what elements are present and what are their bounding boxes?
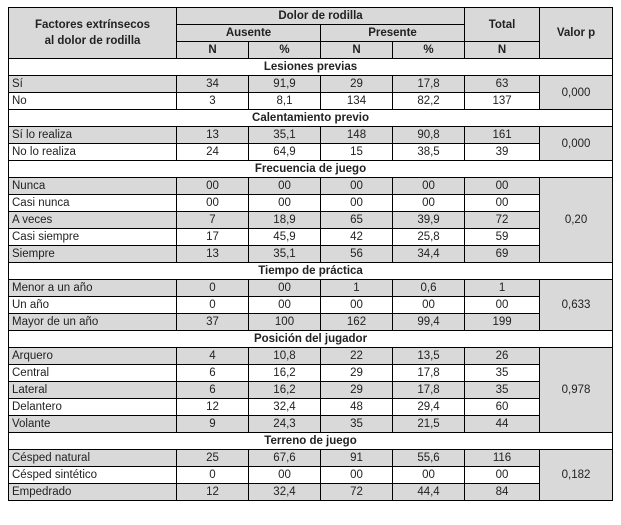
total-cell: 1	[465, 280, 540, 297]
present-pct-cell: 55,6	[393, 450, 465, 467]
present-pct-cell: 38,5	[393, 144, 465, 161]
total-cell: 44	[465, 416, 540, 433]
table-container	[8, 7, 613, 501]
present-pct-cell: 90,8	[393, 127, 465, 144]
present-pct-cell: 17,8	[393, 365, 465, 382]
row-label: No lo realiza	[9, 144, 177, 161]
total-cell: 35	[465, 382, 540, 399]
row-label: Siempre	[9, 246, 177, 263]
absent-n-cell: 13	[177, 246, 249, 263]
absent-pct-cell: 35,1	[249, 246, 321, 263]
table-row	[9, 195, 613, 212]
present-n-cell: 91	[321, 450, 393, 467]
section-header-row	[9, 331, 613, 348]
absent-pct-cell: 00	[249, 467, 321, 484]
absent-pct-cell: 10,8	[249, 348, 321, 365]
table-row	[9, 450, 613, 467]
present-n-cell: 00	[321, 297, 393, 314]
present-pct-cell: 34,4	[393, 246, 465, 263]
knee-pain-factors-table	[8, 7, 613, 501]
present-header: Presente	[321, 25, 465, 42]
row-label: A veces	[9, 212, 177, 229]
table-row	[9, 76, 613, 93]
absent-n-cell: 12	[177, 399, 249, 416]
section-title: Calentamiento previo	[9, 110, 613, 127]
total-cell: 72	[465, 212, 540, 229]
table-body	[9, 59, 613, 501]
absent-pct-cell: 16,2	[249, 365, 321, 382]
total-cell: 39	[465, 144, 540, 161]
p-value-cell: 0,20	[540, 178, 613, 263]
section-header-row	[9, 433, 613, 450]
absent-n-cell: 0	[177, 297, 249, 314]
present-pct-cell: 00	[393, 297, 465, 314]
present-n-cell: 134	[321, 93, 393, 110]
absent-n-cell: 6	[177, 382, 249, 399]
present-pct-cell: 25,8	[393, 229, 465, 246]
total-cell: 26	[465, 348, 540, 365]
section-header-row	[9, 110, 613, 127]
section-title: Tiempo de práctica	[9, 263, 613, 280]
present-pct-cell: 17,8	[393, 382, 465, 399]
total-cell: 161	[465, 127, 540, 144]
table-row	[9, 127, 613, 144]
total-cell: 00	[465, 467, 540, 484]
table-row	[9, 484, 613, 501]
row-label: Empedrado	[9, 484, 177, 501]
absent-pct-cell: 00	[249, 297, 321, 314]
table-row	[9, 297, 613, 314]
table-row	[9, 348, 613, 365]
table-row	[9, 280, 613, 297]
absent-pct-cell: 64,9	[249, 144, 321, 161]
present-n-cell: 42	[321, 229, 393, 246]
absent-pct-cell: 45,9	[249, 229, 321, 246]
absent-pct-cell: 35,1	[249, 127, 321, 144]
absent-n-cell: 0	[177, 280, 249, 297]
total-cell: 137	[465, 93, 540, 110]
row-label: Sí	[9, 76, 177, 93]
p-value-header: Valor p	[540, 8, 613, 59]
absent-n-cell: 13	[177, 127, 249, 144]
total-cell: 60	[465, 399, 540, 416]
row-label: Césped sintético	[9, 467, 177, 484]
total-cell: 35	[465, 365, 540, 382]
table-row	[9, 178, 613, 195]
absent-n-cell: 12	[177, 484, 249, 501]
section-header-row	[9, 59, 613, 76]
present-n-cell: 00	[321, 195, 393, 212]
present-pct-cell: 00	[393, 467, 465, 484]
absent-n-cell: 24	[177, 144, 249, 161]
row-label: Césped natural	[9, 450, 177, 467]
absent-pct-cell: 32,4	[249, 399, 321, 416]
absent-n-cell: 00	[177, 178, 249, 195]
present-n-cell: 22	[321, 348, 393, 365]
p-value-cell: 0,978	[540, 348, 613, 433]
absent-n-header: N	[177, 42, 249, 59]
absent-n-cell: 00	[177, 195, 249, 212]
absent-n-cell: 3	[177, 93, 249, 110]
present-pct-cell: 39,9	[393, 212, 465, 229]
present-n-cell: 65	[321, 212, 393, 229]
table-row	[9, 382, 613, 399]
present-n-cell: 56	[321, 246, 393, 263]
total-cell: 59	[465, 229, 540, 246]
table-row	[9, 212, 613, 229]
section-title: Lesiones previas	[9, 59, 613, 76]
row-label: Central	[9, 365, 177, 382]
present-n-cell: 148	[321, 127, 393, 144]
present-pct-cell: 21,5	[393, 416, 465, 433]
row-label: Nunca	[9, 178, 177, 195]
factors-header-line1: Factores extrínsecos	[34, 19, 151, 31]
total-cell: 00	[465, 297, 540, 314]
present-pct-cell: 00	[393, 178, 465, 195]
absent-n-cell: 6	[177, 365, 249, 382]
table-row	[9, 365, 613, 382]
section-title: Posición del jugador	[9, 331, 613, 348]
section-header-row	[9, 161, 613, 178]
table-row	[9, 399, 613, 416]
total-cell: 84	[465, 484, 540, 501]
absent-n-cell: 34	[177, 76, 249, 93]
present-pct-cell: 29,4	[393, 399, 465, 416]
absent-n-cell: 25	[177, 450, 249, 467]
row-label: Casi nunca	[9, 195, 177, 212]
absent-n-cell: 37	[177, 314, 249, 331]
row-label: Mayor de un año	[9, 314, 177, 331]
table-row	[9, 314, 613, 331]
row-label: No	[9, 93, 177, 110]
present-n-header: N	[321, 42, 393, 59]
absent-pct-cell: 67,6	[249, 450, 321, 467]
absent-pct-cell: 00	[249, 280, 321, 297]
row-label: Sí lo realiza	[9, 127, 177, 144]
total-cell: 63	[465, 76, 540, 93]
total-header: Total	[465, 8, 540, 42]
absent-n-cell: 7	[177, 212, 249, 229]
present-pct-cell: 99,4	[393, 314, 465, 331]
absent-pct-cell: 32,4	[249, 484, 321, 501]
present-n-cell: 72	[321, 484, 393, 501]
section-header-row	[9, 263, 613, 280]
total-cell: 00	[465, 178, 540, 195]
present-n-cell: 00	[321, 178, 393, 195]
present-n-cell: 15	[321, 144, 393, 161]
table-row	[9, 467, 613, 484]
table-row	[9, 246, 613, 263]
present-n-cell: 48	[321, 399, 393, 416]
present-n-cell: 29	[321, 365, 393, 382]
section-title: Terreno de juego	[9, 433, 613, 450]
absent-n-cell: 0	[177, 467, 249, 484]
total-cell: 69	[465, 246, 540, 263]
absent-pct-cell: 91,9	[249, 76, 321, 93]
present-n-cell: 35	[321, 416, 393, 433]
factors-header-line2: al dolor de rodilla	[44, 35, 141, 47]
absent-pct-cell: 18,9	[249, 212, 321, 229]
absent-header: Ausente	[177, 25, 321, 42]
present-n-cell: 29	[321, 382, 393, 399]
present-n-cell: 162	[321, 314, 393, 331]
factors-header	[9, 8, 177, 59]
total-cell: 116	[465, 450, 540, 467]
total-cell: 00	[465, 195, 540, 212]
present-n-cell: 29	[321, 76, 393, 93]
present-pct-header: %	[393, 42, 465, 59]
section-title: Frecuencia de juego	[9, 161, 613, 178]
total-n-header: N	[465, 42, 540, 59]
knee-pain-header: Dolor de rodilla	[177, 8, 465, 25]
row-label: Un año	[9, 297, 177, 314]
table-row	[9, 416, 613, 433]
present-pct-cell: 17,8	[393, 76, 465, 93]
table-row	[9, 93, 613, 110]
table-row	[9, 229, 613, 246]
row-label: Volante	[9, 416, 177, 433]
present-pct-cell: 44,4	[393, 484, 465, 501]
absent-pct-cell: 00	[249, 195, 321, 212]
row-label: Casi siempre	[9, 229, 177, 246]
absent-pct-cell: 24,3	[249, 416, 321, 433]
total-cell: 199	[465, 314, 540, 331]
absent-pct-cell: 00	[249, 178, 321, 195]
p-value-cell: 0,000	[540, 127, 613, 161]
table-row	[9, 144, 613, 161]
absent-pct-header: %	[249, 42, 321, 59]
p-value-cell: 0,000	[540, 76, 613, 110]
row-label: Lateral	[9, 382, 177, 399]
absent-n-cell: 4	[177, 348, 249, 365]
row-label: Delantero	[9, 399, 177, 416]
p-value-cell: 0,633	[540, 280, 613, 331]
absent-n-cell: 9	[177, 416, 249, 433]
absent-n-cell: 17	[177, 229, 249, 246]
present-n-cell: 00	[321, 467, 393, 484]
absent-pct-cell: 8,1	[249, 93, 321, 110]
row-label: Arquero	[9, 348, 177, 365]
absent-pct-cell: 100	[249, 314, 321, 331]
present-pct-cell: 82,2	[393, 93, 465, 110]
present-pct-cell: 00	[393, 195, 465, 212]
p-value-cell: 0,182	[540, 450, 613, 501]
absent-pct-cell: 16,2	[249, 382, 321, 399]
present-pct-cell: 13,5	[393, 348, 465, 365]
present-pct-cell: 0,6	[393, 280, 465, 297]
present-n-cell: 1	[321, 280, 393, 297]
row-label: Menor a un año	[9, 280, 177, 297]
